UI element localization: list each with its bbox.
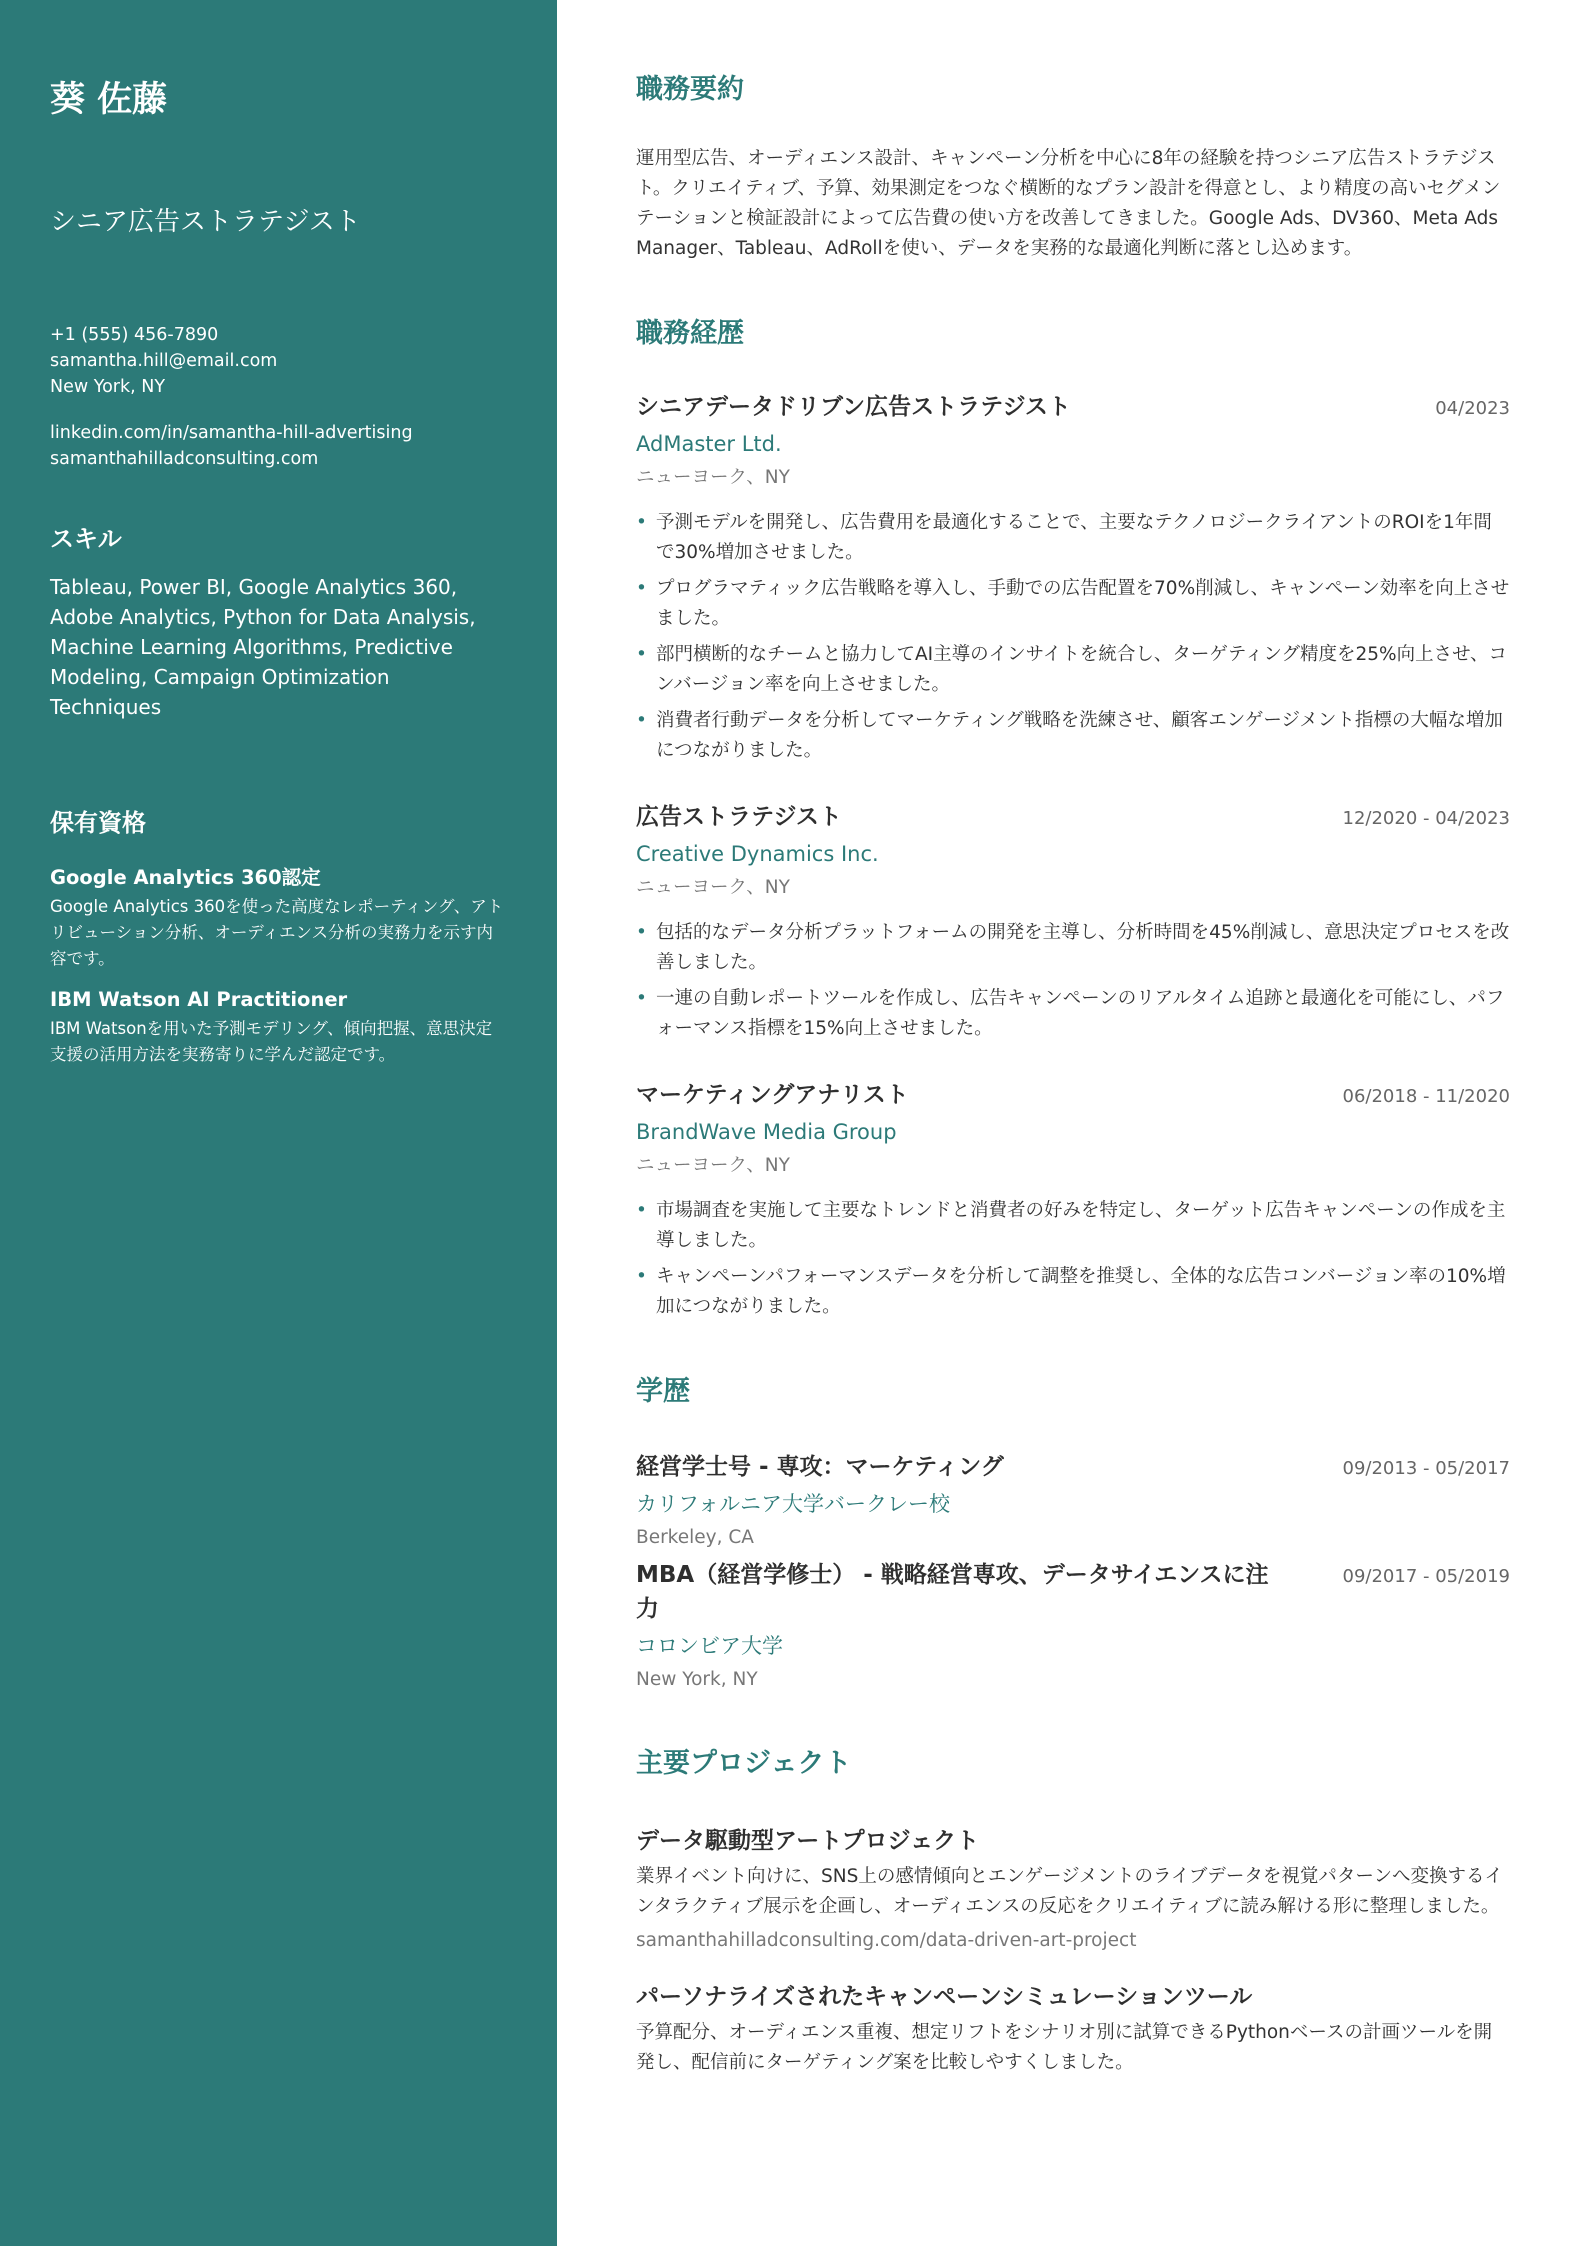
education-header <box>636 1558 1510 1626</box>
location: New York, NY <box>50 377 166 397</box>
bullet-item: • 消費者行動データを分析してマーケティング戦略を洗練させ、顧客エンゲージメント指標の大幅な増加につながりました。 <box>656 706 1510 766</box>
school-location: New York, NY <box>636 1669 758 1690</box>
company-name: AdMaster Ltd. <box>636 432 782 456</box>
job-location: ニューヨーク、NY <box>636 877 790 898</box>
company-name: Creative Dynamics Inc. <box>636 842 879 866</box>
skills-list: Tableau, Power BI, Google Analytics 360, Adobe Analytics, Python for Data Analysis, Machine Learning Algorithms, Predictive Modeling, Campaign Optimization Techniques <box>50 575 476 719</box>
bullet-item: • 部門横断的なチームと協力してAI主導のインサイトを統合し、ターゲティング精度を25%向上させ、コンバージョン率を向上させました。 <box>656 640 1510 700</box>
certification-item <box>50 864 507 972</box>
job-header <box>636 1078 1510 1112</box>
company-name: BrandWave Media Group <box>636 1120 897 1144</box>
candidate-title: シニア広告ストラテジスト <box>50 207 361 237</box>
school-location: Berkeley, CA <box>636 1527 754 1548</box>
certification-name: IBM Watson AI Practitioner <box>50 988 348 1011</box>
job-entry <box>636 390 1510 766</box>
bullet-item: • キャンペーンパフォーマンスデータを分析して調整を推奨し、全体的な広告コンバージョン率の10%増加につながりました。 <box>656 1262 1510 1322</box>
job-entry <box>636 800 1510 1044</box>
experience-heading: 職務経歴 <box>636 318 744 349</box>
bullet-item: • 一連の自動レポートツールを作成し、広告キャンペーンのリアルタイム追跡と最適化を可能にし、パフォーマンス指標を15%向上させました。 <box>656 984 1510 1044</box>
bullet-item: • 市場調査を実施して主要なトレンドと消費者の好みを特定し、ターゲット広告キャンペーンの作成を主導しました。 <box>656 1196 1510 1256</box>
job-role: マーケティングアナリスト <box>636 1082 909 1108</box>
school-name: コロンビア大学 <box>636 1634 783 1658</box>
certification-item <box>50 986 507 1068</box>
bullet-item: • 包括的なデータ分析プラットフォームの開発を主導し、分析時間を45%削減し、意思決定プロセスを改善しました。 <box>656 918 1510 978</box>
project-entry <box>636 1980 1510 2078</box>
sidebar <box>0 0 557 2246</box>
project-desc: 予算配分、オーディエンス重複、想定リフトをシナリオ別に試算できるPythonベースの計画ツールを開発し、配信前にターゲティング案を比較しやすくしました。 <box>636 2022 1493 2073</box>
bullet-item: • 予測モデルを開発し、広告費用を最適化することで、主要なテクノロジークライアントのROIを1年間で30%増加させました。 <box>656 508 1510 568</box>
job-bullets <box>636 508 1510 766</box>
contact-spacer <box>50 400 507 420</box>
project-entry <box>636 1824 1510 1956</box>
email-link[interactable]: samantha.hill@email.com <box>50 351 278 371</box>
education-entry <box>636 1558 1510 1694</box>
projects-heading: 主要プロジェクト <box>636 1748 852 1779</box>
job-location: ニューヨーク、NY <box>636 467 790 488</box>
summary-heading: 職務要約 <box>636 74 744 105</box>
job-date: 12/2020 - 04/2023 <box>1342 808 1510 829</box>
project-name: データ駆動型アートプロジェクト <box>636 1828 980 1854</box>
contact-block <box>50 322 507 472</box>
education-header <box>636 1450 1510 1484</box>
job-date: 06/2018 - 11/2020 <box>1342 1086 1510 1107</box>
degree: MBA（経営学修士） - 戦略経営専攻、データサイエンスに注力 <box>636 1562 1269 1622</box>
linkedin-link[interactable]: linkedin.com/in/samantha-hill-advertising <box>50 423 413 443</box>
job-header <box>636 800 1510 834</box>
education-entry <box>636 1450 1510 1552</box>
certification-desc: Google Analytics 360を使った高度なレポーティング、アトリビューション分析、オーディエンス分析の実務力を示す内容です。 <box>50 897 504 968</box>
job-bullets <box>636 1196 1510 1322</box>
job-entry <box>636 1078 1510 1322</box>
job-date: 04/2023 <box>1435 398 1510 419</box>
certification-desc: IBM Watsonを用いた予測モデリング、傾向把握、意思決定支援の活用方法を実務寄りに学んだ認定です。 <box>50 1019 493 1064</box>
candidate-name: 葵 佐藤 <box>50 80 168 120</box>
job-bullets <box>636 918 1510 1044</box>
school-name: カリフォルニア大学バークレー校 <box>636 1492 950 1516</box>
phone: +1 (555) 456-7890 <box>50 325 219 345</box>
job-header <box>636 390 1510 424</box>
project-name: パーソナライズされたキャンペーンシミュレーションツール <box>636 1984 1253 2010</box>
job-role: 広告ストラテジスト <box>636 804 842 830</box>
project-link[interactable]: samanthahilladconsulting.com/data-driven-art-project <box>636 1930 1137 1951</box>
education-date: 09/2013 - 05/2017 <box>1342 1458 1510 1479</box>
degree: 経営学士号 - 専攻：マーケティング <box>636 1454 1004 1480</box>
project-desc: 業界イベント向けに、SNS上の感情傾向とエンゲージメントのライブデータを視覚パターンへ変換するインタラクティブ展示を企画し、オーディエンスの反応をクリエイティブに読み解ける形に整理しました。 <box>636 1866 1504 1917</box>
job-role: シニアデータドリブン広告ストラテジスト <box>636 394 1071 420</box>
job-location: ニューヨーク、NY <box>636 1155 790 1176</box>
main-content <box>557 0 1588 2246</box>
website-link[interactable]: samanthahilladconsulting.com <box>50 449 319 469</box>
bullet-item: • プログラマティック広告戦略を導入し、手動での広告配置を70%削減し、キャンペーン効率を向上させました。 <box>656 574 1510 634</box>
certification-name: Google Analytics 360認定 <box>50 866 321 889</box>
education-date: 09/2017 - 05/2019 <box>1342 1566 1510 1587</box>
summary-text: 運用型広告、オーディエンス設計、キャンペーン分析を中心に8年の経験を持つシニア広告ストラテジスト。クリエイティブ、予算、効果測定をつなぐ横断的なプラン設計を得意とし、より精度の高いセグメンテーションと検証設計によって広告費の使い方を改善してきました。Google Ads、DV360、Meta Ads Manager、Tableau、AdRollを使い、データを実務的な最適化判断に落とし込めます。 <box>636 148 1501 259</box>
certifications-heading: 保有資格 <box>50 809 146 837</box>
education-heading: 学歴 <box>636 1376 690 1407</box>
skills-heading: スキル <box>50 525 122 553</box>
